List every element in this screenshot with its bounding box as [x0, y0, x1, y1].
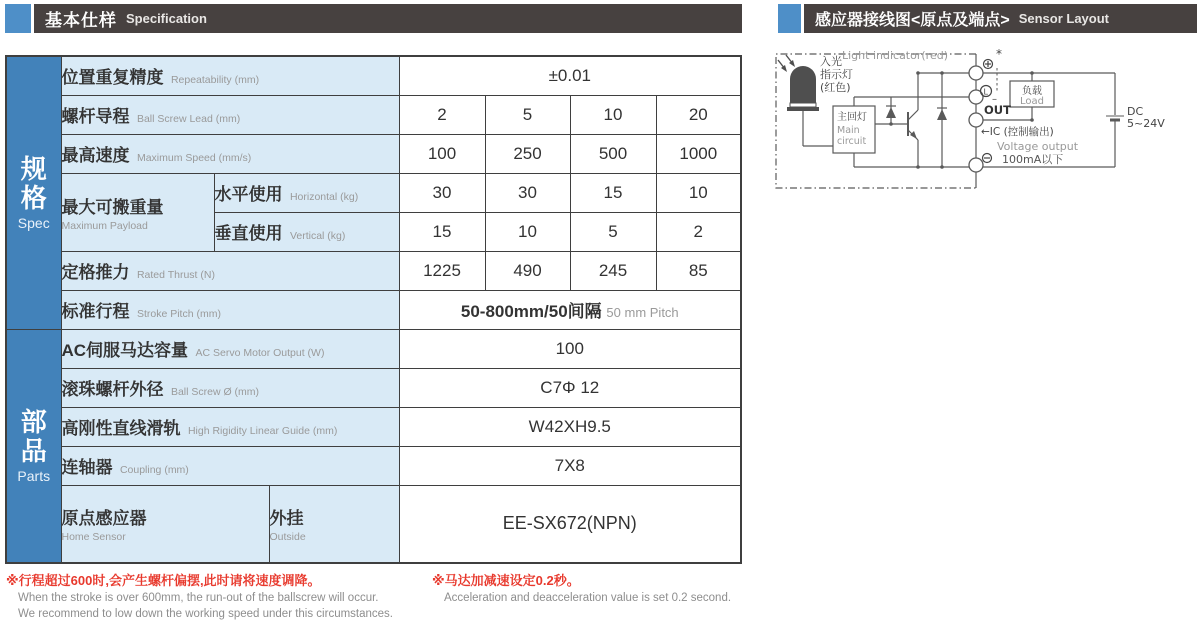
label-zh: 原点感应器	[61, 509, 147, 529]
label-horizontal	[214, 173, 399, 212]
label-zh: 最高速度	[61, 146, 130, 165]
value-cell: 100	[399, 134, 485, 173]
label-zh: 标准行程	[61, 302, 130, 321]
row-repeatability	[6, 56, 741, 95]
value-cell: 10	[485, 212, 570, 251]
section-parts-en: Parts	[17, 467, 51, 484]
value-cell: 500	[570, 134, 656, 173]
value-cell: 2	[656, 212, 741, 251]
label-zh: 连轴器	[61, 458, 113, 477]
label-zh: 螺杆导程	[61, 107, 130, 126]
value-cell: 245	[570, 251, 656, 290]
terminal-l-letter: L	[983, 87, 988, 97]
dc-voltage-label: 5~24V	[1127, 117, 1165, 130]
label-lead	[61, 95, 399, 134]
zener-triangle	[937, 109, 947, 120]
value-stroke	[399, 290, 741, 329]
plus-symbol-icon	[984, 60, 993, 69]
row-servo-output	[6, 329, 741, 368]
current-limit-label: 100mA以下	[1002, 153, 1064, 166]
star-mark: *	[996, 47, 1002, 61]
label-payload	[61, 173, 214, 251]
terminal-plus	[969, 66, 983, 80]
value-repeatability: ±0.01	[399, 56, 741, 95]
value-cell: 1225	[399, 251, 485, 290]
label-en: Maximum Speed (mm/s)	[136, 152, 252, 164]
value-cell: 15	[570, 173, 656, 212]
sensor-wiring-diagram	[770, 46, 1200, 196]
row-rated-thrust	[6, 251, 741, 290]
blue-accent-square	[5, 4, 31, 33]
label-en: Stroke Pitch (mm)	[136, 308, 221, 320]
label-zh: 水平使用	[214, 185, 283, 204]
footnote-en: When the stroke is over 600mm, the run-out of the ballscrew will occur.	[18, 592, 379, 604]
section-spec-en: Spec	[17, 214, 50, 231]
row-ball-screw-od	[6, 368, 741, 407]
label-zh: 垂直使用	[214, 224, 283, 243]
label-en: High Rigidity Linear Guide (mm)	[187, 425, 338, 437]
label-en: Outside	[269, 531, 306, 544]
zener-triangle	[886, 107, 896, 118]
footnote-zh: ※行程超过600时,会产生螺杆偏摆,此时请将速度调降。	[6, 573, 321, 588]
label-outside	[269, 485, 399, 563]
footnote-stroke-warning	[6, 570, 393, 622]
label-stroke	[61, 290, 399, 329]
label-zh: 定格推力	[61, 263, 130, 282]
value-cell: 30	[485, 173, 570, 212]
label-en: Maximum Payload	[61, 219, 148, 232]
value-coupling: 7X8	[399, 446, 741, 485]
value-ballscrew: C7Φ 12	[399, 368, 741, 407]
sensor-layout-title-zh: 感应器接线图<原点及端点>	[815, 12, 1010, 29]
ic-control-output-label: ←IC (控制输出)	[981, 126, 1054, 138]
label-zh: AC伺服马达容量	[61, 341, 189, 360]
section-parts-zh: 部品	[20, 406, 47, 466]
label-en: Rated Thrust (N)	[136, 269, 215, 281]
label-ballscrew	[61, 368, 399, 407]
led-label-zh: 入光	[820, 55, 842, 68]
light-indicator-label: Light indicator(red)	[842, 49, 948, 62]
value-cell: 5	[570, 212, 656, 251]
label-zh: 最大可搬重量	[61, 197, 164, 217]
alt-dash-mark: –	[992, 94, 997, 105]
label-zh: 高刚性直线滑轨	[61, 419, 181, 438]
main-circuit-label-zh: 主回灯	[837, 112, 867, 123]
value-cell: 10	[570, 95, 656, 134]
value-cell: 5	[485, 95, 570, 134]
label-zh: 滚珠螺杆外径	[61, 380, 164, 399]
row-max-speed	[6, 134, 741, 173]
section-spec-zh: 规格	[20, 153, 47, 213]
sensor-layout-header-bg	[804, 4, 1197, 33]
label-guide	[61, 407, 399, 446]
terminal-minus	[969, 158, 983, 172]
label-servo	[61, 329, 399, 368]
label-en: Ball Screw Lead (mm)	[136, 113, 241, 125]
value-cell: 20	[656, 95, 741, 134]
label-repeatability	[61, 56, 399, 95]
label-en: AC Servo Motor Output (W)	[195, 347, 325, 359]
section-spec	[6, 56, 61, 329]
footnote-en: We recommend to low down the working speed under this circumstances.	[18, 607, 393, 620]
load-label-en: Load	[1020, 96, 1044, 107]
value-cell: 250	[485, 134, 570, 173]
value-cell: 10	[656, 173, 741, 212]
label-en: Horizontal (kg)	[289, 191, 359, 203]
spec-table	[5, 55, 742, 564]
label-en: Vertical (kg)	[289, 230, 346, 242]
value-cell: 85	[656, 251, 741, 290]
specification-header-bg	[34, 4, 742, 33]
minus-symbol-icon	[983, 154, 992, 163]
label-zh: 位置重复精度	[61, 68, 164, 88]
value-guide: W42XH9.5	[399, 407, 741, 446]
led-label-zh: 指示灯	[820, 68, 853, 81]
main-circuit-label-en: Main	[837, 125, 860, 136]
terminal-out	[969, 113, 983, 127]
specification-header-bar	[5, 4, 742, 33]
label-vertical	[214, 212, 399, 251]
footnote-zh: ※马达加减速设定0.2秒。	[432, 573, 580, 588]
led-label-zh: (红色)	[820, 81, 851, 94]
dc-label: DC	[1127, 105, 1144, 118]
row-home-sensor	[6, 485, 741, 563]
emitter-arrow	[910, 131, 917, 139]
value-stroke-zh: 50-800mm/50间隔	[460, 302, 602, 321]
led-indicator-icon	[778, 55, 819, 111]
specification-title-en: Specification	[126, 11, 207, 26]
out-label: OUT	[984, 103, 1011, 117]
label-home-sensor	[61, 485, 269, 563]
value-stroke-en: 50 mm Pitch	[606, 305, 679, 320]
specification-title-zh: 基本仕样	[45, 11, 117, 30]
row-coupling	[6, 446, 741, 485]
footnote-acceleration	[432, 570, 731, 607]
label-speed	[61, 134, 399, 173]
value-cell: 490	[485, 251, 570, 290]
sensor-layout-title-en: Sensor Layout	[1018, 11, 1109, 26]
main-circuit-label-en: circuit	[837, 136, 867, 147]
section-parts	[6, 329, 61, 563]
label-en: Coupling (mm)	[119, 464, 189, 476]
label-en: Repeatability (mm)	[170, 74, 260, 87]
value-cell: 30	[399, 173, 485, 212]
row-payload-horizontal	[6, 173, 741, 212]
row-linear-guide	[6, 407, 741, 446]
value-home-sensor: EE-SX672(NPN)	[399, 485, 741, 563]
label-en: Ball Screw Ø (mm)	[170, 386, 260, 398]
row-ball-screw-lead	[6, 95, 741, 134]
value-cell: 15	[399, 212, 485, 251]
transistor-icon	[875, 73, 918, 167]
value-cell: 2	[399, 95, 485, 134]
sensor-layout-header-bar	[778, 4, 1197, 33]
footnote-en: Acceleration and deacceleration value is set 0.2 second.	[444, 592, 732, 604]
value-servo: 100	[399, 329, 741, 368]
load-label-zh: 负载	[1022, 86, 1042, 97]
label-thrust	[61, 251, 399, 290]
blue-accent-square	[778, 4, 801, 33]
label-en: Home Sensor	[61, 531, 126, 544]
label-coupling	[61, 446, 399, 485]
voltage-output-label: Voltage output	[997, 140, 1079, 153]
row-stroke	[6, 290, 741, 329]
value-cell: 1000	[656, 134, 741, 173]
label-zh: 外挂	[269, 509, 304, 529]
